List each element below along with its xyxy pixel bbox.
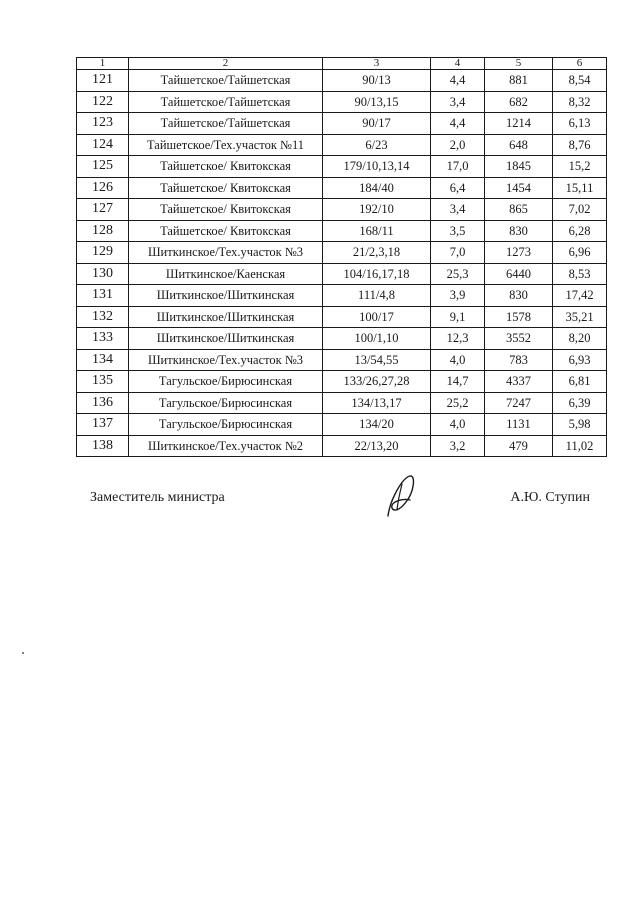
cell-value: 6,96	[553, 242, 607, 264]
signatory-name: А.Ю. Ступин	[510, 490, 590, 505]
signature-block	[90, 486, 590, 526]
cell-quarter-plot: 192/10	[323, 199, 431, 221]
header-cell-col-1: 1	[77, 58, 129, 70]
table-row	[77, 371, 607, 393]
cell-value: 6,81	[553, 371, 607, 393]
table-row	[77, 177, 607, 199]
cell-area: 25,3	[431, 263, 485, 285]
header-cell-col-4: 4	[431, 58, 485, 70]
header-cell-col-3: 3	[323, 58, 431, 70]
cell-row-number: 135	[77, 371, 129, 393]
cell-value: 8,53	[553, 263, 607, 285]
table-row	[77, 70, 607, 92]
cell-value: 8,32	[553, 91, 607, 113]
cell-site-name: Тайшетское/Тех.участок №11	[129, 134, 323, 156]
cell-row-number: 130	[77, 263, 129, 285]
cell-volume: 881	[485, 70, 553, 92]
cell-site-name: Шиткинское/Тех.участок №3	[129, 349, 323, 371]
cell-value: 11,02	[553, 435, 607, 457]
cell-site-name: Шиткинское/Тех.участок №2	[129, 435, 323, 457]
cell-area: 25,2	[431, 392, 485, 414]
cell-volume: 1454	[485, 177, 553, 199]
cell-quarter-plot: 179/10,13,14	[323, 156, 431, 178]
data-table	[76, 57, 607, 457]
cell-site-name: Тайшетское/ Квитокская	[129, 177, 323, 199]
cell-volume: 830	[485, 220, 553, 242]
cell-value: 5,98	[553, 414, 607, 436]
table-row	[77, 263, 607, 285]
table-body	[77, 70, 607, 457]
cell-volume: 6440	[485, 263, 553, 285]
cell-value: 35,21	[553, 306, 607, 328]
cell-area: 3,4	[431, 199, 485, 221]
cell-row-number: 124	[77, 134, 129, 156]
cell-volume: 1273	[485, 242, 553, 264]
cell-volume: 479	[485, 435, 553, 457]
cell-area: 7,0	[431, 242, 485, 264]
cell-area: 9,1	[431, 306, 485, 328]
cell-row-number: 133	[77, 328, 129, 350]
table-row	[77, 328, 607, 350]
cell-site-name: Тагульское/Бирюсинская	[129, 371, 323, 393]
cell-area: 3,5	[431, 220, 485, 242]
cell-quarter-plot: 100/17	[323, 306, 431, 328]
handwritten-signature	[380, 470, 420, 520]
cell-volume: 4337	[485, 371, 553, 393]
cell-volume: 3552	[485, 328, 553, 350]
cell-row-number: 121	[77, 70, 129, 92]
cell-site-name: Шиткинское/Шиткинская	[129, 306, 323, 328]
cell-site-name: Тайшетское/ Квитокская	[129, 199, 323, 221]
table-row	[77, 435, 607, 457]
cell-value: 8,20	[553, 328, 607, 350]
cell-quarter-plot: 134/13,17	[323, 392, 431, 414]
cell-value: 6,39	[553, 392, 607, 414]
cell-site-name: Шиткинское/Тех.участок №3	[129, 242, 323, 264]
header-cell-col-2: 2	[129, 58, 323, 70]
cell-quarter-plot: 184/40	[323, 177, 431, 199]
table-row	[77, 113, 607, 135]
cell-area: 4,4	[431, 70, 485, 92]
cell-site-name: Шиткинское/Шиткинская	[129, 328, 323, 350]
table-header	[77, 58, 607, 70]
cell-quarter-plot: 134/20	[323, 414, 431, 436]
header-cell-col-5: 5	[485, 58, 553, 70]
cell-volume: 1845	[485, 156, 553, 178]
table-row	[77, 220, 607, 242]
cell-row-number: 134	[77, 349, 129, 371]
table-row	[77, 392, 607, 414]
cell-site-name: Тайшетское/Тайшетская	[129, 91, 323, 113]
cell-area: 2,0	[431, 134, 485, 156]
cell-row-number: 136	[77, 392, 129, 414]
cell-value: 6,93	[553, 349, 607, 371]
cell-site-name: Шиткинское/Шиткинская	[129, 285, 323, 307]
cell-quarter-plot: 100/1,10	[323, 328, 431, 350]
cell-volume: 783	[485, 349, 553, 371]
cell-value: 6,13	[553, 113, 607, 135]
cell-site-name: Тайшетское/Тайшетская	[129, 70, 323, 92]
cell-volume: 865	[485, 199, 553, 221]
signatory-title: Заместитель министра	[90, 490, 225, 505]
cell-value: 7,02	[553, 199, 607, 221]
cell-quarter-plot: 6/23	[323, 134, 431, 156]
cell-area: 4,0	[431, 414, 485, 436]
table-row	[77, 199, 607, 221]
cell-site-name: Тайшетское/Тайшетская	[129, 113, 323, 135]
cell-area: 14,7	[431, 371, 485, 393]
cell-area: 6,4	[431, 177, 485, 199]
cell-site-name: Тагульское/Бирюсинская	[129, 414, 323, 436]
table-row	[77, 306, 607, 328]
cell-area: 3,4	[431, 91, 485, 113]
cell-quarter-plot: 22/13,20	[323, 435, 431, 457]
cell-quarter-plot: 168/11	[323, 220, 431, 242]
cell-row-number: 123	[77, 113, 129, 135]
table-row	[77, 349, 607, 371]
cell-volume: 1214	[485, 113, 553, 135]
cell-volume: 648	[485, 134, 553, 156]
cell-volume: 1578	[485, 306, 553, 328]
cell-area: 3,9	[431, 285, 485, 307]
cell-value: 15,11	[553, 177, 607, 199]
table-row	[77, 414, 607, 436]
cell-site-name: Тайшетское/ Квитокская	[129, 220, 323, 242]
cell-row-number: 132	[77, 306, 129, 328]
cell-site-name: Тагульское/Бирюсинская	[129, 392, 323, 414]
header-row	[77, 58, 607, 70]
cell-quarter-plot: 90/13,15	[323, 91, 431, 113]
cell-quarter-plot: 13/54,55	[323, 349, 431, 371]
cell-area: 3,2	[431, 435, 485, 457]
cell-value: 6,28	[553, 220, 607, 242]
cell-area: 17,0	[431, 156, 485, 178]
scan-speck	[22, 652, 24, 654]
cell-row-number: 122	[77, 91, 129, 113]
cell-volume: 7247	[485, 392, 553, 414]
cell-quarter-plot: 104/16,17,18	[323, 263, 431, 285]
cell-quarter-plot: 111/4,8	[323, 285, 431, 307]
cell-quarter-plot: 21/2,3,18	[323, 242, 431, 264]
cell-row-number: 126	[77, 177, 129, 199]
cell-row-number: 138	[77, 435, 129, 457]
cell-volume: 1131	[485, 414, 553, 436]
cell-row-number: 131	[77, 285, 129, 307]
cell-row-number: 125	[77, 156, 129, 178]
cell-area: 12,3	[431, 328, 485, 350]
cell-row-number: 127	[77, 199, 129, 221]
table-row	[77, 156, 607, 178]
cell-volume: 682	[485, 91, 553, 113]
cell-row-number: 129	[77, 242, 129, 264]
cell-area: 4,4	[431, 113, 485, 135]
header-cell-col-6: 6	[553, 58, 607, 70]
cell-row-number: 128	[77, 220, 129, 242]
cell-site-name: Тайшетское/ Квитокская	[129, 156, 323, 178]
cell-area: 4,0	[431, 349, 485, 371]
table-row	[77, 91, 607, 113]
table-row	[77, 242, 607, 264]
cell-quarter-plot: 90/17	[323, 113, 431, 135]
cell-row-number: 137	[77, 414, 129, 436]
cell-quarter-plot: 90/13	[323, 70, 431, 92]
cell-value: 8,76	[553, 134, 607, 156]
cell-site-name: Шиткинское/Каенская	[129, 263, 323, 285]
cell-value: 8,54	[553, 70, 607, 92]
table-row	[77, 285, 607, 307]
cell-volume: 830	[485, 285, 553, 307]
cell-value: 17,42	[553, 285, 607, 307]
table-row	[77, 134, 607, 156]
cell-value: 15,2	[553, 156, 607, 178]
cell-quarter-plot: 133/26,27,28	[323, 371, 431, 393]
